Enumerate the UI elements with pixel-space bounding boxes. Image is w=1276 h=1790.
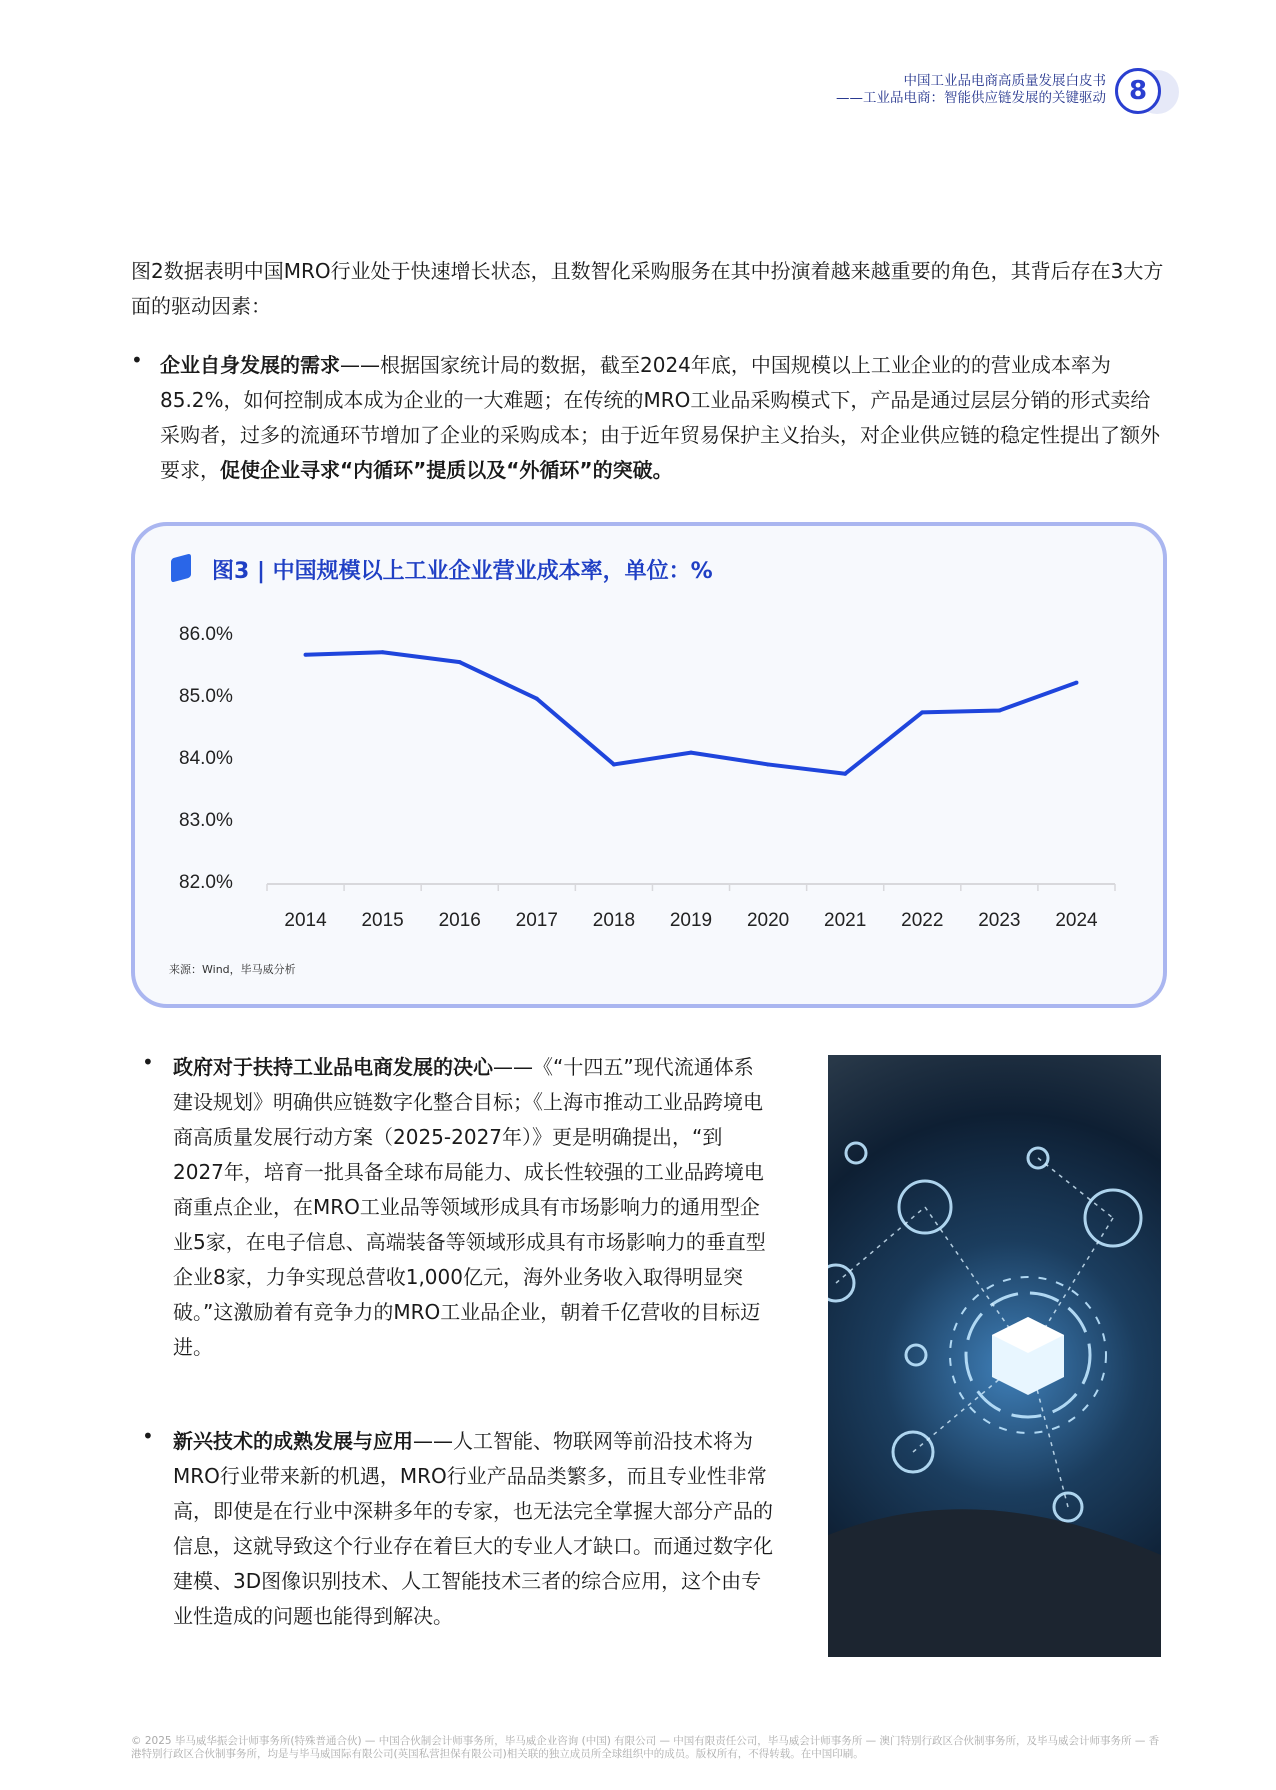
x-tick-label: 2018 <box>592 910 636 931</box>
data-point <box>689 751 693 755</box>
line-chart <box>135 526 1163 946</box>
bullet-2-heading: 政府对于扶持工业品电商发展的决心 <box>173 1055 493 1079</box>
x-tick-label: 2020 <box>746 910 790 931</box>
network-illustration <box>828 1055 1161 1657</box>
y-tick-label: 82.0% <box>179 872 233 893</box>
bullet-dot: • <box>142 1050 154 1074</box>
data-point <box>920 710 924 714</box>
data-line-series <box>306 652 1077 774</box>
x-tick-label: 2023 <box>978 910 1021 931</box>
bullet-paragraph-3 <box>173 1424 773 1634</box>
laptop-shape <box>828 1509 1161 1657</box>
data-point <box>612 762 616 766</box>
bullet-3-heading: 新兴技术的成熟发展与应用 <box>173 1429 413 1453</box>
x-tick-label: 2022 <box>901 910 944 931</box>
copyright-footer: © 2025 毕马威华振会计师事务所(特殊普通合伙) — 中国合伙制会计师事务所，毕马威企业咨询 (中国) 有限公司 — 中国有限责任公司，毕马威会计师事务所 — 澳门特别行政区合伙制事务所，及毕马威会计师事务所 — 香港特别行政区合伙制事务所，均是与毕马威国际有限公司(英国私营担保有限公司)相关联的独立成员所全球组织中的成员。版权所有，不得转载。在中国印刷。 <box>131 1735 1160 1760</box>
header-title: 中国工业品电商高质量发展白皮书 <box>903 73 1106 89</box>
data-point <box>458 660 462 664</box>
y-tick-label: 84.0% <box>179 748 233 769</box>
chart-title: 图3 | 中国规模以上工业企业营业成本率，单位：% <box>212 559 713 584</box>
y-tick-label: 83.0% <box>179 810 233 831</box>
data-point <box>843 772 847 776</box>
data-point <box>304 653 308 657</box>
bullet-paragraph-1 <box>160 348 1166 488</box>
data-point <box>381 650 385 654</box>
x-tick-label: 2019 <box>669 910 713 931</box>
x-tick-label: 2016 <box>438 910 481 931</box>
bullet-2-text: ——《“十四五”现代流通体系建设规划》明确供应链数字化整合目标；《上海市推动工业品跨境电商高质量发展行动方案（2025-2027年）》更是明确提出，“到2027年，培育一批具备全球布局能力、成长性较强的工业品跨境电商重点企业，在MRO工业品等领域形成具有市场影响力的通用型企业5家，在电子信息、高端装备等领域形成具有市场影响力的垂直型企业8家，力争实现总营收1,000亿元，海外业务收入取得明显突破。”这激励着有竞争力的MRO工业品企业，朝着千亿营收的目标迈进。 <box>173 1055 766 1359</box>
data-point <box>1074 681 1078 685</box>
x-tick-label: 2014 <box>284 910 327 931</box>
header-subtitle: ——工业品电商：智能供应链发展的关键驱动 <box>836 90 1106 106</box>
bullet-3-text: ——人工智能、物联网等前沿技术将为MRO行业带来新的机遇，MRO行业产品品类繁多，而且专业性非常高，即使是在行业中深耕多年的专家，也无法完全掌握大部分产品的信息，这就导致这个行业存在着巨大的专业人才缺口。而通过数字化建模、3D图像识别技术、人工智能技术三者的综合应用，这个由专业性造成的问题也能得到解决。 <box>173 1429 773 1628</box>
digital-supply-chain-photo <box>828 1055 1161 1657</box>
bullet-dot: • <box>131 348 143 372</box>
bullet-1-emphasis: 促使企业寻求“内循环”提质以及“外循环”的突破。 <box>220 458 673 482</box>
bullet-paragraph-2 <box>173 1050 773 1365</box>
running-header <box>836 73 1106 107</box>
y-tick-label: 85.0% <box>179 686 233 707</box>
data-point <box>766 762 770 766</box>
bullet-1-heading: 企业自身发展的需求 <box>160 353 340 377</box>
intro-paragraph: 图2数据表明中国MRO行业处于快速增长状态，且数智化采购服务在其中扮演着越来越重要的角色，其背后存在3大方面的驱动因素： <box>131 259 1164 318</box>
x-tick-label: 2017 <box>515 910 558 931</box>
page-number: 8 <box>1115 68 1161 114</box>
figure-3-card <box>131 522 1167 1008</box>
x-tick-label: 2024 <box>1055 910 1098 931</box>
bullet-1-text: ——根据国家统计局的数据，截至2024年底，中国规模以上工业企业的的营业成本率为85.2%，如何控制成本成为企业的一大难题；在传统的MRO工业品采购模式下，产品是通过层层分销的形式卖给采购者，过多的流通环节增加了企业的采购成本；由于近年贸易保护主义抬头，对企业供应链的稳定性提出了额外要求， <box>160 353 1160 482</box>
x-tick-label: 2015 <box>361 910 404 931</box>
bullet-dot: • <box>142 1424 154 1448</box>
y-tick-label: 86.0% <box>179 624 233 645</box>
chart-source: 来源：Wind，毕马威分析 <box>169 963 296 976</box>
x-tick-label: 2021 <box>824 910 867 931</box>
data-point <box>535 697 539 701</box>
data-point <box>997 709 1001 713</box>
